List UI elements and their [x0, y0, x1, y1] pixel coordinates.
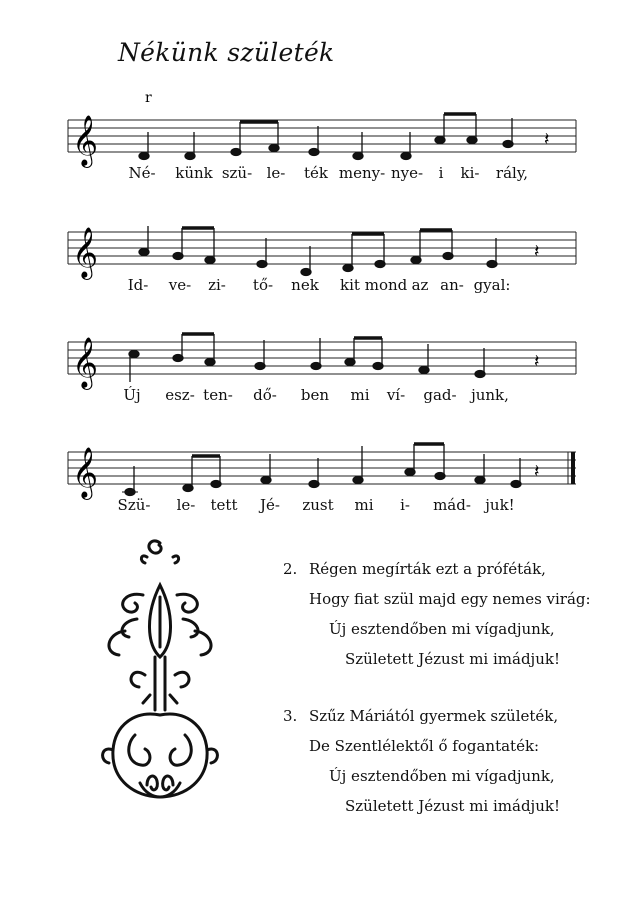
verse-line: Szűz Máriától gyermek születék,	[309, 707, 559, 725]
lyric-syllable: Né-	[128, 164, 156, 182]
staff-3	[60, 322, 580, 388]
music-system-2	[60, 212, 580, 312]
lyric-syllable: ték	[304, 164, 328, 182]
lyric-syllable: le-	[176, 496, 196, 514]
lyric-syllable: mi	[354, 496, 374, 514]
lyric-syllable: ten-	[203, 386, 233, 404]
staff-4	[60, 432, 580, 496]
lyric-syllable: i-	[400, 496, 410, 514]
music-system-3	[60, 322, 580, 422]
svg-text:r: r	[145, 90, 152, 106]
lyric-syllable: ví-	[386, 386, 406, 404]
lyric-syllable: mád-	[433, 496, 471, 514]
music-system-4	[60, 432, 580, 532]
quarter-rest-icon: 𝄽	[534, 461, 540, 482]
lyric-syllable: ve-	[168, 276, 192, 294]
verse-number: 3.	[283, 707, 298, 725]
treble-clef-icon: 𝄞	[72, 337, 99, 388]
staff-2	[60, 212, 580, 278]
lyric-syllable: nye-	[390, 164, 424, 182]
lyric-syllable: Szü-	[117, 496, 151, 514]
treble-clef-icon: 𝄞	[72, 447, 99, 498]
verse-line: Született Jézust mi imádjuk!	[345, 650, 560, 668]
lyric-syllable: zust	[302, 496, 334, 514]
lyric-syllable: Jé-	[260, 496, 280, 514]
folk-flower-ornament	[95, 535, 225, 835]
music-system-1	[60, 90, 580, 200]
lyric-syllable: esz-	[165, 386, 195, 404]
treble-clef-icon: 𝄞	[72, 227, 99, 278]
final-barline	[571, 452, 575, 484]
lyric-syllable: gad-	[423, 386, 457, 404]
song-title: Nékünk születék	[118, 38, 335, 67]
lyric-syllable: ki-	[460, 164, 480, 182]
lyric-syllable: Új	[123, 386, 141, 404]
verse-line: Született Jézust mi imádjuk!	[345, 797, 560, 815]
quarter-rest-icon: 𝄽	[544, 129, 550, 150]
lyric-syllable: an-	[440, 276, 464, 294]
quarter-rest-icon: 𝄽	[534, 351, 540, 372]
lyric-syllable: le-	[266, 164, 286, 182]
lyric-syllable: kit	[340, 276, 360, 294]
staff-1	[60, 90, 580, 166]
lyric-syllable: mi	[350, 386, 370, 404]
lyric-syllable: ben	[300, 386, 330, 404]
lyric-syllable: zi-	[208, 276, 226, 294]
quarter-rest-icon: 𝄽	[534, 241, 540, 262]
lyric-syllable: i	[438, 164, 444, 182]
lyric-syllable: tő-	[252, 276, 274, 294]
lyric-syllable: szü-	[221, 164, 253, 182]
lyric-syllable: meny-	[338, 164, 386, 182]
verse-line: Hogy fiat szül majd egy nemes virág:	[309, 590, 591, 608]
treble-clef-icon: 𝄞	[72, 115, 99, 166]
lyric-syllable: az	[411, 276, 429, 294]
lyric-syllable: Id-	[127, 276, 149, 294]
lyric-syllable: junk,	[471, 386, 509, 404]
verse-line: Régen megírták ezt a próféták,	[309, 560, 546, 578]
lyric-syllable: gyal:	[473, 276, 511, 294]
lyric-syllable: rály,	[495, 164, 529, 182]
lyric-syllable: künk	[175, 164, 213, 182]
verse-number: 2.	[283, 560, 298, 578]
lyric-syllable: nek	[291, 276, 319, 294]
lyric-syllable: mond	[364, 276, 408, 294]
verse-line: Új esztendőben mi vígadjunk,	[329, 767, 555, 785]
verse-line: Új esztendőben mi vígadjunk,	[329, 620, 555, 638]
lyric-syllable: tett	[210, 496, 238, 514]
verse-line: De Szentlélektől ő fogantaték:	[309, 737, 540, 755]
lyric-syllable: dő-	[253, 386, 277, 404]
lyric-syllable: juk!	[485, 496, 515, 514]
